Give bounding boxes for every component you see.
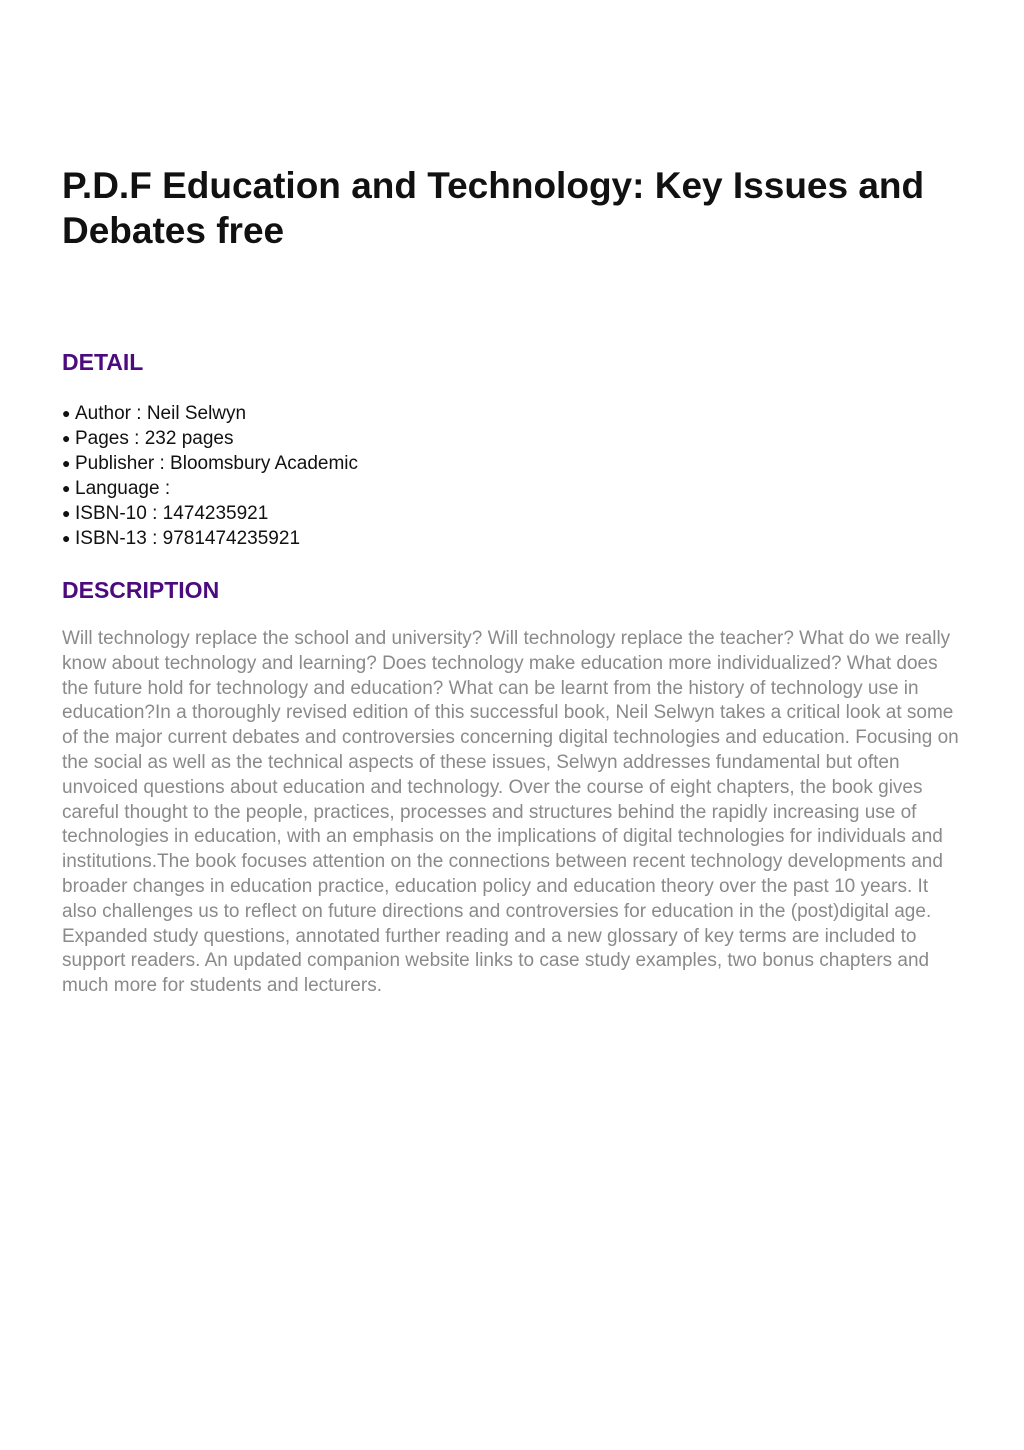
bullet-icon: ● (62, 530, 71, 546)
description-heading: DESCRIPTION (62, 577, 220, 603)
detail-item-text: ISBN-13 : 9781474235921 (75, 528, 301, 549)
detail-item-text: ISBN-10 : 1474235921 (75, 503, 269, 524)
detail-item-text: Publisher : Bloomsbury Academic (75, 453, 359, 474)
bullet-icon: ● (62, 455, 71, 471)
detail-item-isbn10 (62, 501, 962, 526)
detail-item-author (62, 401, 962, 426)
detail-item-text: Pages : 232 pages (75, 428, 234, 449)
detail-heading: DETAIL (62, 349, 144, 375)
bullet-icon: ● (62, 480, 71, 496)
page-title: P.D.F Education and Technology: Key Issues and Debates free (62, 165, 925, 251)
bullet-icon: ● (62, 430, 71, 446)
detail-item-text: Language : (75, 478, 171, 499)
detail-item-text: Author : Neil Selwyn (75, 403, 247, 424)
detail-item-publisher (62, 451, 962, 476)
bullet-icon: ● (62, 505, 71, 521)
detail-list (62, 401, 962, 551)
detail-item-pages (62, 426, 962, 451)
description-text: Will technology replace the school and university? Will technology replace the teacher? What do we really know about technology and learning? Does technology make education more individualized? What does the future hold for technology and education? What can be learnt from the history of technology use in education?In a thoroughly revised edition of this successful book, Neil Selwyn takes a critical look at some of the major current debates and controversies concerning digital technologies and education. Focusing on the social as well as the technical aspects of these issues, Selwyn addresses fundamental but often unvoiced questions about education and technology. Over the course of eight chapters, the book gives careful thought to the people, practices, processes and structures behind the rapidly increasing use of technologies in education, with an emphasis on the implications of digital technologies for individuals and institutions.The book focuses attention on the connections between recent technology developments and broader changes in education practice, education policy and education theory over the past 10 years. It also challenges us to reflect on future directions and controversies for education in the (post)digital age. Expanded study questions, annotated further reading and a new glossary of key terms are included to support readers. An updated companion website links to case study examples, two bonus chapters and much more for students and lecturers. (62, 628, 959, 997)
detail-item-isbn13 (62, 526, 962, 551)
detail-item-language (62, 476, 962, 501)
document-page (62, 163, 962, 999)
bullet-icon: ● (62, 405, 71, 421)
